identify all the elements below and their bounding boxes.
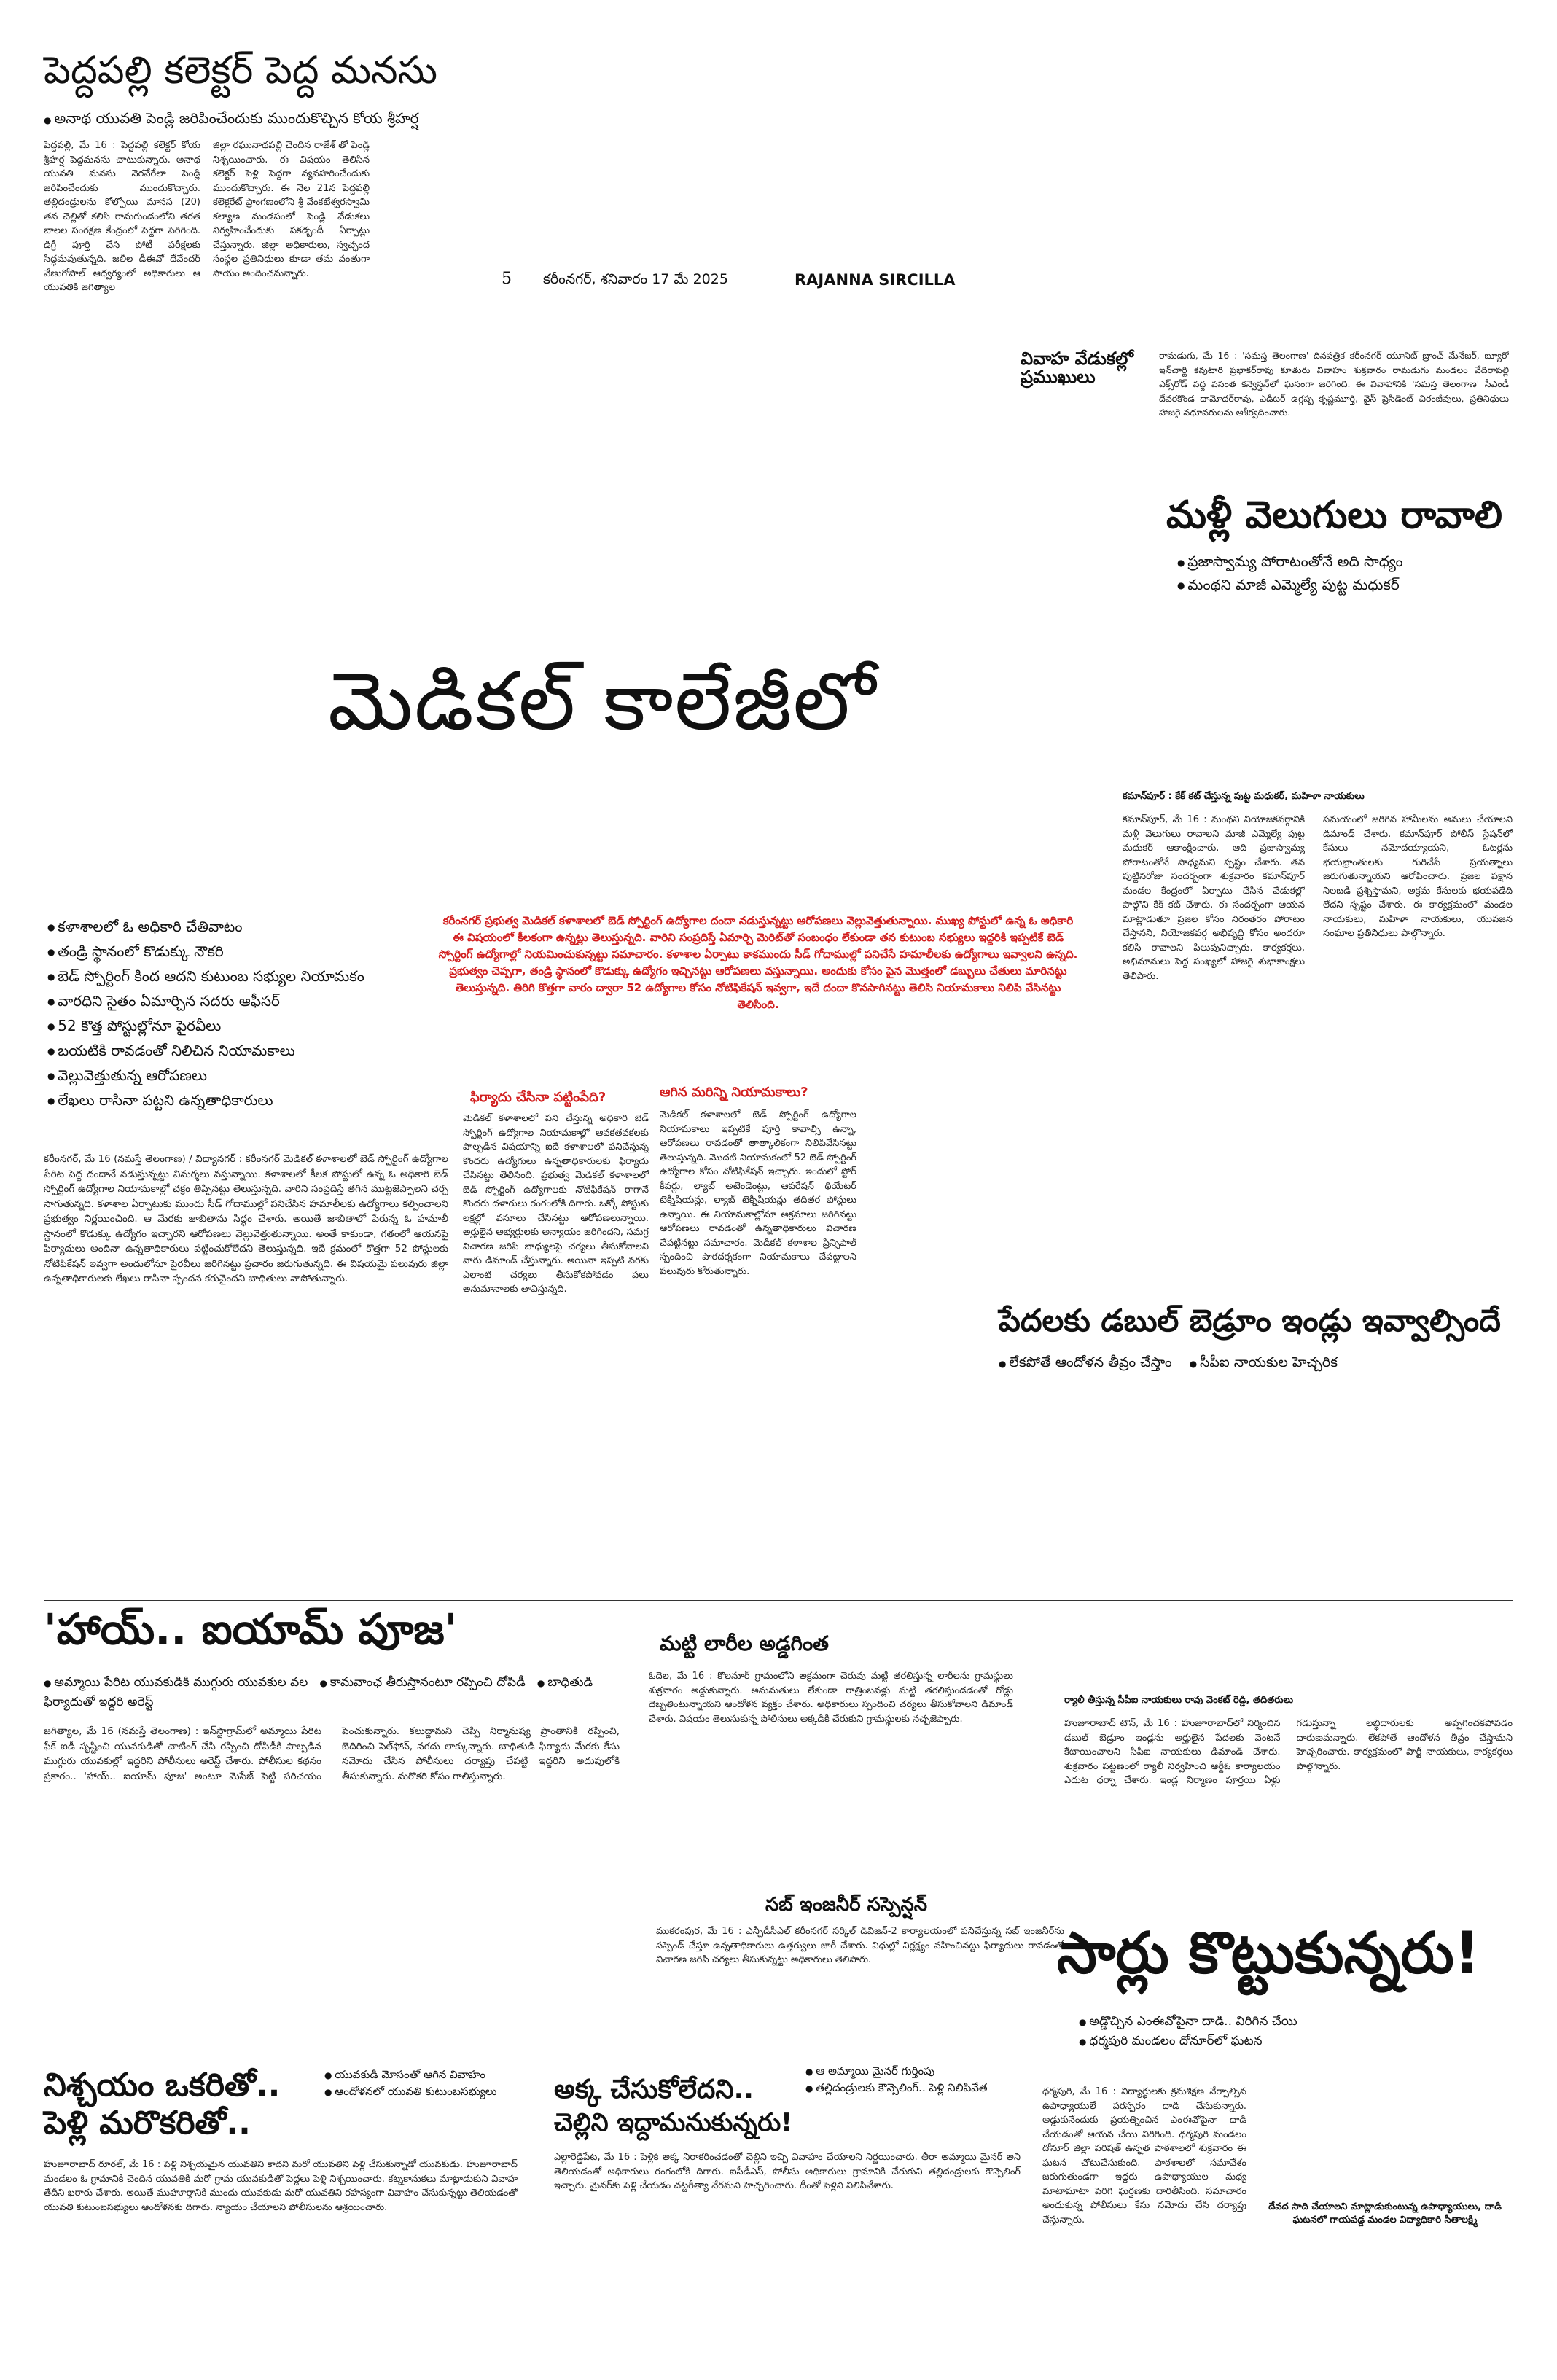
story7-body: ఓదెల, మే 16 : కొలనూర్ గ్రామంలోని అక్రమంగా చెరువు మట్టి తరలిస్తున్న లారీలను గ్రామస్థులు శుక్రవారం అడ్డుకున్నారు. అనుమతులు లేకుండా రాత్రింబవళ్లు మట్టి తరలిస్తుండడంతో రోడ్లు దెబ్బతింటున్నాయని ఆందోళన వ్యక్తం చేశారు. అధికారులు స్పందించి చర్యలు తీసుకోవాలని డిమాండ్ చేశారు. విషయం తెలుసుకున్న పోలీసులు అక్కడికి చేరుకుని గ్రామస్థులకు నచ్చజెప్పారు. <box>649 1671 1013 1725</box>
story10-bullets <box>1079 2012 1516 2051</box>
story2-body: రామడుగు, మే 16 : 'సమస్త తెలంగాణ' దినపత్రిక కరీంనగర్ యూనిట్ బ్రాంచ్ మేనేజర్, బ్యూరో ఇన్‌చార్జి కవుటారి ప్రభాకర్‌రావు కూతురు వివాహం శుక్రవారం రామడుగు మండలం వేదిరాపల్లి ఎక్స్‌రోడ్ వద్ద వసంత కన్వెన్షన్‌లో ఘనంగా జరిగింది. ఈ వివాహానికి 'సమస్త తెలంగాణ' సీఎండీ దేవరకొండ దామోదర్‌రావు, ఎడిటర్ ఉగ్గప్ప కృష్ణమూర్తి, వైస్ ప్రెసిడెంట్ చిరంజీవులు, ప్రతినిధులు హాజరై వధూవరులను ఆశీర్వదించారు. <box>1159 350 1509 418</box>
story3-photo <box>1123 605 1516 784</box>
story6-body: జగిత్యాల, మే 16 (నమస్తే తెలంగాణ) : ఇన్‌స్టాగ్రామ్‌లో అమ్మాయి పేరిట ఫేక్ ఐడీ సృష్టించి యువకుడితో చాటింగ్ చేసి రప్పించి దోపిడీకి పాల్పడిన ముగ్గురు యువకుల్లో ఇద్దరిని పోలీసులు అరెస్ట్ చేశారు. పోలీసుల కథనం ప్రకారం.. 'హాయ్.. ఐయామ్ పూజ' అంటూ మెసేజ్ పెట్టి పరిచయం పెంచుకున్నారు. కలుద్దామని చెప్పి నిర్మానుష్య ప్రాంతానికి రప్పించి, బెదిరించి సెల్‌ఫోన్, నగదు లాక్కున్నారు. బాధితుడి ఫిర్యాదు మేరకు కేసు నమోదు చేసిన పోలీసులు దర్యాప్తు చేపట్టి ఇద్దరిని అదుపులోకి తీసుకున్నారు. మరొకరి కోసం గాలిస్తున్నారు. <box>44 1725 620 1782</box>
story4-col3: మెడికల్ కళాశాలలో బెడ్ స్పోర్టింగ్ ఉద్యోగాల నియామకాలు ఇప్పటికే పూర్తి కావాల్సి ఉన్నా, ఆరోపణలు రావడంతో తాత్కాలికంగా నిలిపివేసినట్టు తెలుస్తున్నది. మొదటి నియామకంలో 52 బెడ్ స్పోర్టింగ్ ఉద్యోగాల కోసం నోటిఫికేషన్ ఇచ్చారు. ఇందులో స్టోర్ కీపర్లు, ల్యాబ్ అటెండెంట్లు, ఆపరేషన్ థియేటర్ టెక్నీషియన్లు, ల్యాబ్ టెక్నీషియన్లు తదితర పోస్టులు ఉన్నాయి. ఈ నియామకాల్లోనూ అక్రమాలు జరిగినట్టు ఆరోపణలు రావడంతో ఉన్నతాధికారులు విచారణ చేపట్టినట్టు సమాచారం. మెడికల్ కళాశాల ప్రిన్సిపాల్ స్పందించి పారదర్శకంగా నియామకాలు చేపట్టాలని పలువురు కోరుతున్నారు. <box>660 1109 856 1277</box>
story12-bullet: ● ఆ అమ్మాయి మైనర్ గుర్తింపు <box>805 2063 1039 2080</box>
story2-photo <box>1028 270 1509 339</box>
story3-bullets <box>1177 550 1513 596</box>
story11-bullets <box>324 2067 514 2100</box>
story10-photo <box>1257 2048 1513 2201</box>
story10-bullet: ● ధర్మపురి మండలం దోనూర్‌లో ఘటన <box>1079 2032 1516 2051</box>
page-number: 5 <box>502 270 512 288</box>
story4-bullet: ● తండ్రి స్థానంలో కొడుక్కు నౌకరి <box>47 940 412 964</box>
story4-bullet: ● బయటికి రావడంతో నిలిచిన నియామకాలు <box>47 1039 412 1064</box>
story4-sub1: ఫిర్యాదు చేసినా పట్టింపేది? <box>470 1090 606 1105</box>
story11-headline1: నిశ్చయం ఒకరితో.. <box>44 2067 281 2104</box>
story4-sub2: ఆగిన మరిన్ని నియామకాలు? <box>660 1085 808 1100</box>
story9-headline: సబ్ ఇంజనీర్ సస్పెన్షన్ <box>765 1894 928 1916</box>
story6-bullet: ● కామవాంఛ తీరుస్తానంటూ రప్పించి దోపిడీ <box>320 1675 526 1690</box>
story10-body: ధర్మపురి, మే 16 : విద్యార్థులకు క్రమశిక్షణ నేర్పాల్సిన ఉపాధ్యాయులే పరస్పరం దాడి చేసుకున్నారు. అడ్డుకునేందుకు ప్రయత్నించిన ఎంఈవోపైనా దాడి చేయడంతో ఆయన చేయి విరిగింది. ధర్మపురి మండలం దోనూర్ జిల్లా పరిషత్ ఉన్నత పాఠశాలలో శుక్రవారం ఈ ఘటన చోటుచేసుకుంది. పాఠశాలలో సమావేశం జరుగుతుండగా ఇద్దరు ఉపాధ్యాయుల మధ్య మాటామాటా పెరిగి ఘర్షణకు దారితీసింది. సమాచారం అందుకున్న పోలీసులు కేసు నమోదు చేసి దర్యాప్తు చేస్తున్నారు. <box>1042 2086 1246 2225</box>
story11-body: హుజూరాబాద్ రూరల్, మే 16 : పెళ్లి నిశ్చయమైన యువతిని కాదని మరో యువతిని పెళ్లి చేసుకున్నాడో యువకుడు. హుజూరాబాద్ మండలం ఓ గ్రామానికి చెందిన యువతికి మరో గ్రామ యువకుడితో పెద్దలు పెళ్లి నిశ్చయించారు. కట్నకానుకలు మాట్లాడుకుని వివాహ తేదీని ఖరారు చేశారు. అయితే ముహూర్తానికి ముందు యువకుడు మరో యువతిని రహస్యంగా వివాహం చేసుకున్నట్టు తెలియడంతో యువతి కుటుంబసభ్యులు ఆందోళనకు దిగారు. న్యాయం చేయాలని పోలీసులను ఆశ్రయించారు. <box>44 2159 518 2213</box>
story8-byline: ర్యాలీ తీస్తున్న సీపీఐ నాయకులు రావు వెంకట్ రెడ్డి, తదితరులు <box>1064 1695 1294 1706</box>
story4-col2: మెడికల్ కళాశాలలో పని చేస్తున్న అధికారి బెడ్ స్పోర్టింగ్ ఉద్యోగాల నియామకాల్లో ఆవకతవకలకు పాల్పడిన విషయాన్ని ఐదే కళాశాలలో పనిచేస్తున్న కొందరు ఉద్యోగులు ఉన్నతాధికారులకు ఫిర్యాదు చేసినట్టు తెలిసింది. ప్రభుత్వ మెడికల్ కళాశాలలో బెడ్ స్పోర్టింగ్ ఉద్యోగాలకు నోటిఫికేషన్ రాగానే కొందరు దళారులు రంగంలోకి దిగారు. ఒక్కో పోస్టుకు లక్షల్లో వసూలు చేసినట్టు ఆరోపణలున్నాయి. అర్హులైన అభ్యర్థులకు అన్యాయం జరిగిందని, సమగ్ర విచారణ జరిపి బాధ్యులపై చర్యలు తీసుకోవాలని వారు డిమాండ్ చేస్తున్నారు. అయినా ఇప్పటి వరకు ఎలాంటి చర్యలు తీసుకోకపోవడం పలు అనుమానాలకు తావిస్తున్నది. <box>463 1113 649 1295</box>
story4-bullet: ● వెల్లువెత్తుతున్న ఆరోపణలు <box>47 1064 412 1088</box>
story4-headline: మెడికల్ కాలేజీలో <box>328 655 878 748</box>
story12-headline1: అక్క చేసుకోలేదని.. <box>554 2075 754 2104</box>
story3-bullet: ● ప్రజాస్వామ్య పోరాటంతోనే అది సాధ్యం <box>1177 550 1513 574</box>
story1-col2: జిల్లా రఘునాథపల్లి చెందిన రాజేశ్ తో పెండ్లి నిశ్చయించారు. ఈ విషయం తెలిసిన కలెక్టర్ పెళ్లి పెద్దగా వ్యవహరించేందుకు ముందుకొచ్చారు. ఈ నెల 21న పెద్దపల్లి కలెక్టరేట్ ప్రాంగణంలోని శ్రీ వేంకటేశ్వరస్వామి కల్యాణ మండపంలో పెండ్లి వేడుకలు నిర్వహించేందుకు పకడ్బందీ ఏర్పాట్లు చేస్తున్నారు. జిల్లా అధికారులు, స్వచ్ఛంద సంస్థల ప్రతినిధులు కూడా తమ వంతుగా సాయం అందించనున్నారు. <box>213 140 370 279</box>
story6-bullet: ● బాధితుడి ఫిర్యాదుతో ఇద్దరి అరెస్ట్ <box>44 1675 593 1709</box>
story3-bullet: ● మంథని మాజీ ఎమ్మెల్యే పుట్ట మధుకర్ <box>1177 574 1513 597</box>
story10-headline: సార్లు కొట్టుకున్నరు! <box>1057 1921 1480 1986</box>
story5-bullets <box>999 1354 1338 1374</box>
story12-body: ఎల్లారెడ్డిపేట, మే 16 : పెళ్లికి అక్క నిరాకరించడంతో చెల్లిని ఇచ్చి వివాహం చేయాలని నిర్ణయించారు. తీరా అమ్మాయి మైనర్ అని తెలియడంతో అధికారులు రంగంలోకి దిగారు. ఐసీడీఎస్, పోలీసు అధికారులు గ్రామానికి చేరుకుని తల్లిదండ్రులకు కౌన్సెలింగ్ ఇచ్చారు. మైనర్‌కు పెళ్లి చేయడం చట్టరీత్యా నేరమని హెచ్చరించారు. దీంతో పెళ్లిని నిలిపివేశారు. <box>554 2152 1021 2191</box>
story6-bullet: ● అమ్మాయి పేరిట యువకుడికి ముగ్గురు యువకుల వల <box>44 1675 308 1690</box>
story1-bullet: ● అనాథ యువతి పెండ్లి జరిపించేందుకు ముందుకొచ్చిన కోయ శ్రీహర్ష <box>44 109 418 130</box>
story11-bullet: ● యువకుడి మోసంతో ఆగిన వివాహం <box>324 2067 514 2083</box>
story4-bullet: ● వారధిని సైతం ఏమార్చిన సదరు ఆఫీసర్ <box>47 989 412 1014</box>
story9-body: ముకరంపుర, మే 16 : ఎన్పీడీసీఎల్ కరీంనగర్ సర్కిల్ డివిజన్-2 కార్యాలయంలో పనిచేస్తున్న సబ్ ఇంజనీర్‌ను సస్పెండ్ చేస్తూ ఉన్నతాధికారులు ఉత్తర్వులు జారీ చేశారు. విధుల్లో నిర్లక్ష్యం వహించినట్టు ఫిర్యాదులు రావడంతో విచారణ జరిపి చర్యలు తీసుకున్నట్టు అధికారులు తెలిపారు. <box>656 1926 1064 1965</box>
story6-bullets <box>44 1673 641 1712</box>
dateline: కరీంనగర్, శనివారం 17 మే 2025 <box>543 271 728 287</box>
story11-headline2: పెళ్లి మరొకరితో.. <box>44 2104 251 2142</box>
story3-col1: కమాన్‌పూర్, మే 16 : మంథని నియోజకవర్గానికి మళ్లీ వెలుగులు రావాలని మాజీ ఎమ్మెల్యే పుట్ట మధుకర్ ఆకాంక్షించారు. ఆది ప్రజాస్వామ్య పోరాటంతోనే సాధ్యమని స్పష్టం చేశారు. తన పుట్టినరోజు సందర్భంగా శుక్రవారం కమాన్‌పూర్ మండల కేంద్రంలో ఏర్పాటు చేసిన వేడుకల్లో పాల్గొని కేక్ కట్ చేశారు. ఈ సందర్భంగా ఆయన మాట్లాడుతూ ప్రజల కోసం నిరంతరం పోరాటం చేస్తానని, నియోజకవర్గ అభివృద్ధి కోసం అందరూ కలిసి రావాలని పిలుపునిచ్చారు. కార్యకర్తలు, అభిమానులు పెద్ద సంఖ్యలో హాజరై శుభాకాంక్షలు తెలిపారు. <box>1123 814 1305 982</box>
story4-photo <box>44 787 1093 904</box>
story12-bullet: ● తల్లిదండ్రులకు కౌన్సెలింగ్.. పెళ్లి నిలిపివేత <box>805 2080 1039 2096</box>
story4-bullet: ● కళాశాలలో ఓ అధికారి చేతివాటం <box>47 915 412 940</box>
story10-caption: దేవద సాది చేయాలని మాట్లాడుకుంటున్న ఉపాధ్యాయులు, దాడి ఘటనలో గాయపడ్డ మండల విద్యాధికారి సీతాలక్ష్మి <box>1268 2201 1502 2225</box>
story5-headline: పేదలకు డబుల్ బెడ్రూం ఇండ్లు ఇవ్వాల్సిందే <box>999 1303 1501 1338</box>
story1-headline: పెద్దపల్లి కలెక్టర్ పెద్ద మనసు <box>44 49 438 93</box>
story5-bullet: ● లేకపోతే ఆందోళన తీవ్రం చేస్తాం <box>999 1354 1172 1370</box>
story2-kicker: వివాహ వేడుకల్లో ప్రముఖులు <box>1021 348 1133 388</box>
story7-headline: మట్టి లారీల అడ్డగింత <box>660 1631 829 1655</box>
story5-bullet: ● సీపీఐ నాయకుల హెచ్చరిక <box>1190 1354 1338 1370</box>
story4-bullet: ● బెడ్ స్పోర్టింగ్ కింద ఆదని కుటుంబ సభ్యుల నియామకం <box>47 964 412 989</box>
story4-red-box: కరీంనగర్ ప్రభుత్వ మెడికల్ కళాశాలలో బెడ్ స్పోర్టింగ్ ఉద్యోగాల దందా నడుస్తున్నట్టు ఆరోపణలు వెల్లువెత్తుతున్నాయి. ముఖ్య పోస్టులో ఉన్న ఓ అధికారి ఈ విషయంలో కీలకంగా ఉన్నట్లు తెలుస్తున్నది. వారిని సంప్రదిస్తే ఏమార్చి మెరిట్‌తో సంబంధం లేకుండా తన కుటుంబ సభ్యులు ఇద్దరికి ఇప్పటికే బెడ్ స్పోర్టింగ్ ఉద్యోగాల్లో నియమించుకున్నట్టు సమాచారం. కళాశాల ఏర్పాటు కాకముందు సీడ్ గోదాముల్లో పనిచేసే హమాలీలకు ఉద్యోగాలు ఇవ్వాలని ఉన్నది. ప్రభుత్వం చెప్పగా, తండ్రి స్థానంలో కొడుక్కు ఉద్యోగం ఇచ్చినట్టు ఆరోపణలు వస్తున్నాయి. అందుకు కోసం పైన మొత్తంలో డబ్బులు చేతులు మారినట్టు తెలుస్తున్నది. తిరిగి కొత్తగా వారం ద్వారా 52 ఉద్యోగాల కోసం నోటిఫికేషన్ ఇవ్వగా, ఇదే దందా కొనసాగినట్టు తెలిసి నియామకాలు నిలిపి వేసినట్టు తెలిసింది. <box>438 914 1078 1011</box>
story10-bullet: ● అడ్డొచ్చిన ఎంఈవోపైనా దాడి.. విరిగిన చేయి <box>1079 2012 1516 2032</box>
story11-bullet: ● ఆందోళనలో యువతి కుటుంబసభ్యులు <box>324 2083 514 2100</box>
story3-col2: సమయంలో జరిగిన హామీలను అమలు చేయాలని డిమాండ్ చేశారు. కమాన్‌పూర్ పోలీస్ స్టేషన్‌లో కేసులు నమోదయ్యాయని, ఓటర్లను భయభ్రాంతులకు గురిచేసే ప్రయత్నాలు జరుగుతున్నాయని ఆరోపించారు. ప్రజల పక్షాన నిలబడి ప్రశ్నిస్తామని, అక్రమ కేసులకు భయపడేది లేదని స్పష్టం చేశారు. ఈ కార్యక్రమంలో మండల నాయకులు, మహిళా నాయకులు, యువజన సంఘాల ప్రతినిధులు పాల్గొన్నారు. <box>1323 814 1513 939</box>
edition-name: RAJANNA SIRCILLA <box>795 271 956 289</box>
story3-headline: మళ్లీ వెలుగులు రావాలి <box>1166 493 1503 537</box>
story4-col1: కరీంనగర్, మే 16 (నమస్తే తెలంగాణ) / విద్యానగర్ : కరీంనగర్ మెడికల్ కళాశాలలో బెడ్ స్పోర్టింగ్ ఉద్యోగాల పేరిట పెద్ద దందానే నడుస్తున్నట్టు విమర్శలు వస్తున్నాయి. కళాశాలలో కీలక పోస్టులో ఉన్న ఓ అధికారి బెడ్ స్పోర్టింగ్ ఉద్యోగాల నియామకాల్లో చక్రం తిప్పినట్టు తెలుస్తున్నది. వారిని సంప్రదిస్తే తగిన ముట్టజెప్పాలని చర్చ సాగుతున్నది. కళాశాల ఏర్పాటుకు ముందు సీడ్ గోదాముల్లో పనిచేసిన హమాలీలకు ఉద్యోగాలు కల్పించాలని ప్రభుత్వం నిర్ణయించింది. ఆ మేరకు జాబితాను సిద్ధం చేశారు. అయితే జాబితాలో పేరున్న ఓ హమాలీ స్థానంలో కొడుక్కు ఉద్యోగం ఇచ్చారని ఆరోపణలు వెల్లువెత్తుతున్నాయి. అంతే కాకుండా, గతంలో ఆయనపై ఫిర్యాదులు అందినా ఉన్నతాధికారులు పట్టించుకోలేదని తెలుస్తున్నది. ఇదే క్రమంలో కొత్తగా 52 పోస్టులకు నోటిఫికేషన్ ఇవ్వగా అందులోనూ పైరవీలు జరిగినట్టు ప్రచారం జరుగుతున్నది. ఈ విషయమై పలువురు జిల్లా ఉన్నతాధికారులకు లేఖలు రాసినా స్పందన కరువైందని బాధితులు వాపోతున్నారు. <box>44 1153 448 1284</box>
story4-bullet: ● లేఖలు రాసినా పట్టని ఉన్నతాధికారులు <box>47 1088 412 1113</box>
story12-bullets <box>805 2063 1039 2096</box>
section-divider <box>44 1600 1513 1601</box>
story4-bullets <box>47 915 412 1113</box>
story6-headline: 'హాయ్.. ఐయామ్ పూజ' <box>44 1604 458 1654</box>
story3-byline: కమాన్‌పూర్ : కేక్ కట్ చేస్తున్న పుట్ట మధుకర్, మహిళా నాయకులు <box>1123 791 1365 802</box>
story4-bullet: ● 52 కొత్త పోస్టుల్లోనూ పైరవీలు <box>47 1014 412 1039</box>
story12-headline2: చెల్లిని ఇద్దామనుకున్నరు! <box>554 2108 792 2137</box>
story1-col1: పెద్దపల్లి, మే 16 : పెద్దపల్లి కలెక్టర్ కోయ శ్రీహర్ష పెద్దమనసు చాటుకున్నారు. అనాథ యువతి మనసు నెరవేరేలా పెండ్లి జరిపించేందుకు ముందుకొచ్చారు. తల్లిదండ్రులను కోల్పోయి మానస (20) తన చెల్లితో కలిసి రామగుండంలోని తరత బాలల సంరక్షణ కేంద్రంలో పెద్దగా పెరిగింది. డిగ్రీ పూర్తి చేసి పోటీ పరీక్షలకు సిద్ధమవుతున్నది. జలీల డీఈవో దేవేందర్ వేణుగోపాల్ ఆధ్వర్యంలో అధికారులు ఆ యువతికి జగిత్యాల <box>44 140 200 293</box>
story8-body: హుజూరాబాద్ టౌన్, మే 16 : హుజూరాబాద్‌లో నిర్మించిన డబుల్ బెడ్రూం ఇండ్లను అర్హులైన పేదలకు వెంటనే కేటాయించాలని సీపీఐ నాయకులు డిమాండ్ చేశారు. శుక్రవారం పట్టణంలో ర్యాలీ నిర్వహించి ఆర్డీఓ కార్యాలయం ఎదుట ధర్నా చేశారు. ఇండ్ల నిర్మాణం పూర్తయి ఏళ్లు గడుస్తున్నా లబ్ధిదారులకు అప్పగించకపోవడం దారుణమన్నారు. లేకపోతే ఆందోళన తీవ్రం చేస్తామని హెచ్చరించారు. కార్యక్రమంలో పార్టీ నాయకులు, కార్యకర్తలు పాల్గొన్నారు. <box>1064 1718 1513 1786</box>
